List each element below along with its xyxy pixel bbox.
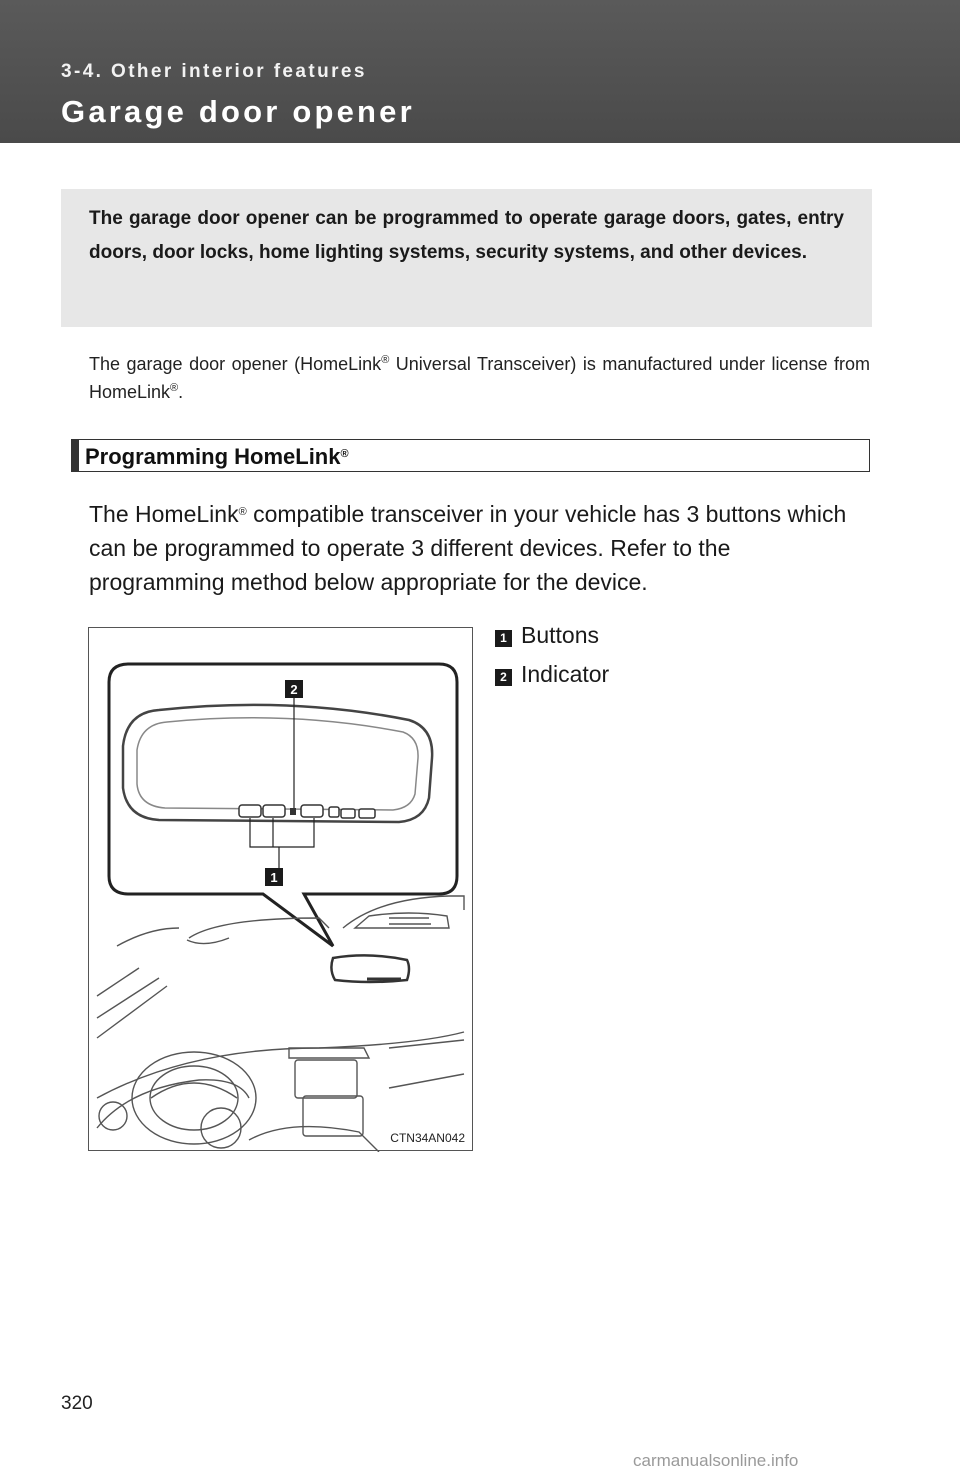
legend-label: Indicator — [521, 661, 610, 687]
registered-mark: ® — [238, 506, 247, 518]
note-part-3: . — [178, 382, 184, 402]
mirror-illustration — [89, 628, 474, 1152]
mirror-figure — [88, 627, 473, 1151]
page-header — [0, 0, 960, 143]
subheading-title — [85, 444, 349, 470]
registered-mark: ® — [340, 448, 349, 460]
registered-mark: ® — [381, 354, 390, 366]
page-title: Garage door opener — [61, 94, 415, 129]
watermark: carmanualsonline.info — [633, 1451, 799, 1470]
body-paragraph — [89, 497, 870, 599]
intro-text: The garage door opener can be programmed to operate garage doors, gates, entry doors, door locks, home lighting systems, security systems, and other devices. — [89, 208, 844, 263]
legend-number: 2 — [495, 669, 512, 686]
page-number: 320 — [61, 1393, 93, 1414]
indicator-light — [290, 808, 296, 815]
figure-code: CTN34AN042 — [390, 1131, 465, 1145]
subheading-box — [71, 439, 870, 472]
legend-label: Buttons — [521, 622, 599, 648]
legend-item-buttons — [495, 622, 599, 649]
registered-mark: ® — [170, 382, 179, 394]
subheading-bar — [72, 440, 79, 471]
intro-box — [61, 189, 872, 327]
cabin-scene — [97, 896, 464, 1152]
callout-1-text: 1 — [270, 870, 278, 885]
section-label: 3-4. Other interior features — [61, 61, 367, 82]
callout-2-text: 2 — [290, 682, 298, 697]
note-part-2: Universal Transceiver) is manufactured under license from HomeLink — [89, 354, 870, 402]
legend-number: 1 — [495, 630, 512, 647]
subheading-text: Programming HomeLink — [85, 444, 341, 469]
note-part-1: The garage door opener (HomeLink — [89, 354, 382, 374]
license-note — [89, 350, 870, 406]
body-part-2: compatible transceiver in your vehicle has 3 buttons which can be programmed to operate 3 different devices. Refer to the programming method below appropriate for the device. — [89, 501, 847, 595]
legend-item-indicator — [495, 661, 609, 688]
body-part-1: The HomeLink — [89, 501, 239, 527]
